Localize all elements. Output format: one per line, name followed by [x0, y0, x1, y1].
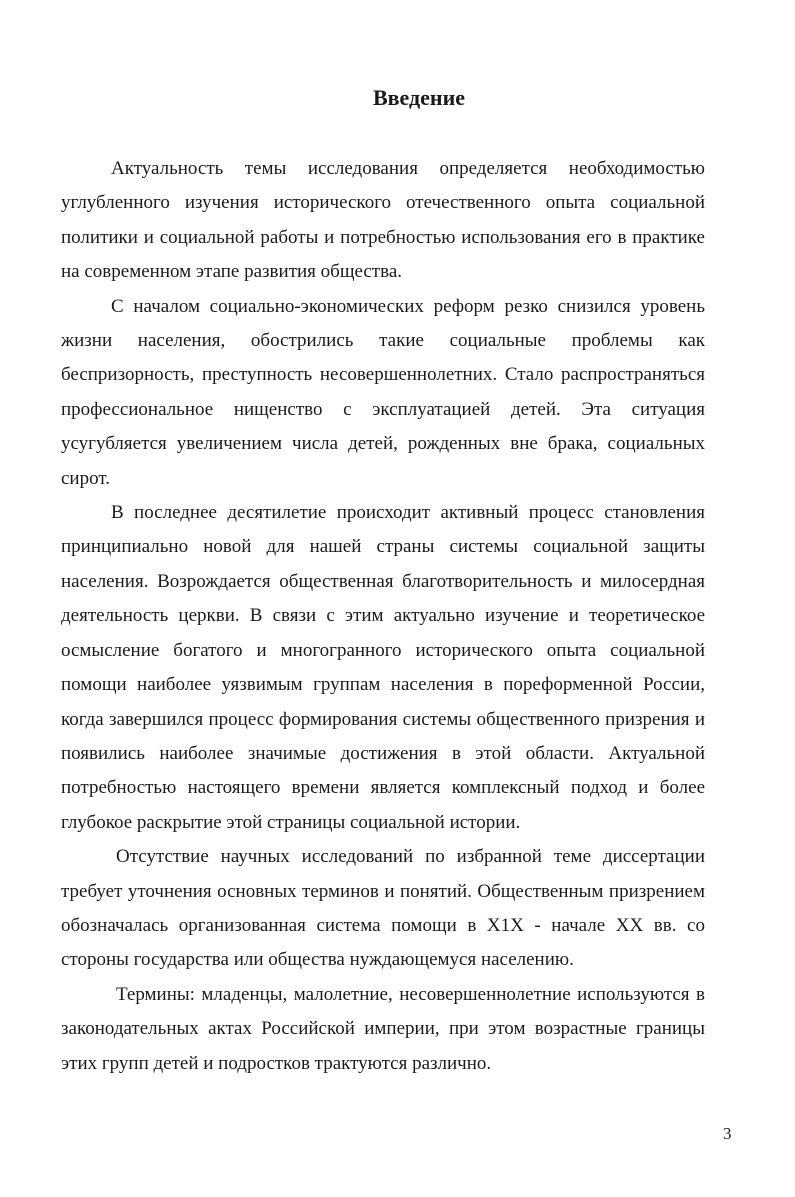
paragraph-terms-definition: Отсутствие научных исследований по избранной теме диссертации требует уточнения основных терминов и понятий. Общественным призрением обозначалась организованная система помощи в Х1Х - начале XX вв. со стороны государства или общества нуждающемуся населению.	[61, 846, 705, 971]
document-body	[61, 152, 705, 1081]
paragraph-reforms: С началом социально-экономических реформ резко снизился уровень жизни населения, обострились такие социальные проблемы как беспризорность, преступность несовершеннолетних. Стало распространяться профессиональное нищенство с эксплуатацией детей. Эта ситуация усугубляется увеличением числа детей, рожденных вне брака, социальных сирот.	[61, 295, 705, 489]
page-number: 3	[723, 1124, 732, 1143]
paragraph-terms-usage: Термины: младенцы, малолетние, несовершеннолетние используются в законодательных актах Российской империи, при этом возрастные границы этих групп детей и подростков трактуются различно.	[61, 983, 705, 1074]
paragraph-social-protection: В последнее десятилетие происходит активный процесс становления принципиально новой для нашей страны системы социальной защиты населения. Возрождается общественная благотворительность и милосердная деятельность церкви. В связи с этим актуально изучение и теоретическое осмысление богатого и многогранного исторического опыта социальной помощи наиболее уязвимым группам населения в пореформенной России, когда завершился процесс формирования системы общественного призрения и появились наиболее значимые достижения в этой области. Актуальной потребностью настоящего времени является комплексный подход и более глубокое раскрытие этой страницы социальной истории.	[61, 502, 705, 833]
page-title: Введение	[372, 85, 466, 110]
paragraph-relevance: Актуальность темы исследования определяется необходимостью углубленного изучения исторического отечественного опыта социальной политики и социальной работы и потребностью использования его в практике на современном этапе развития общества.	[61, 158, 705, 283]
